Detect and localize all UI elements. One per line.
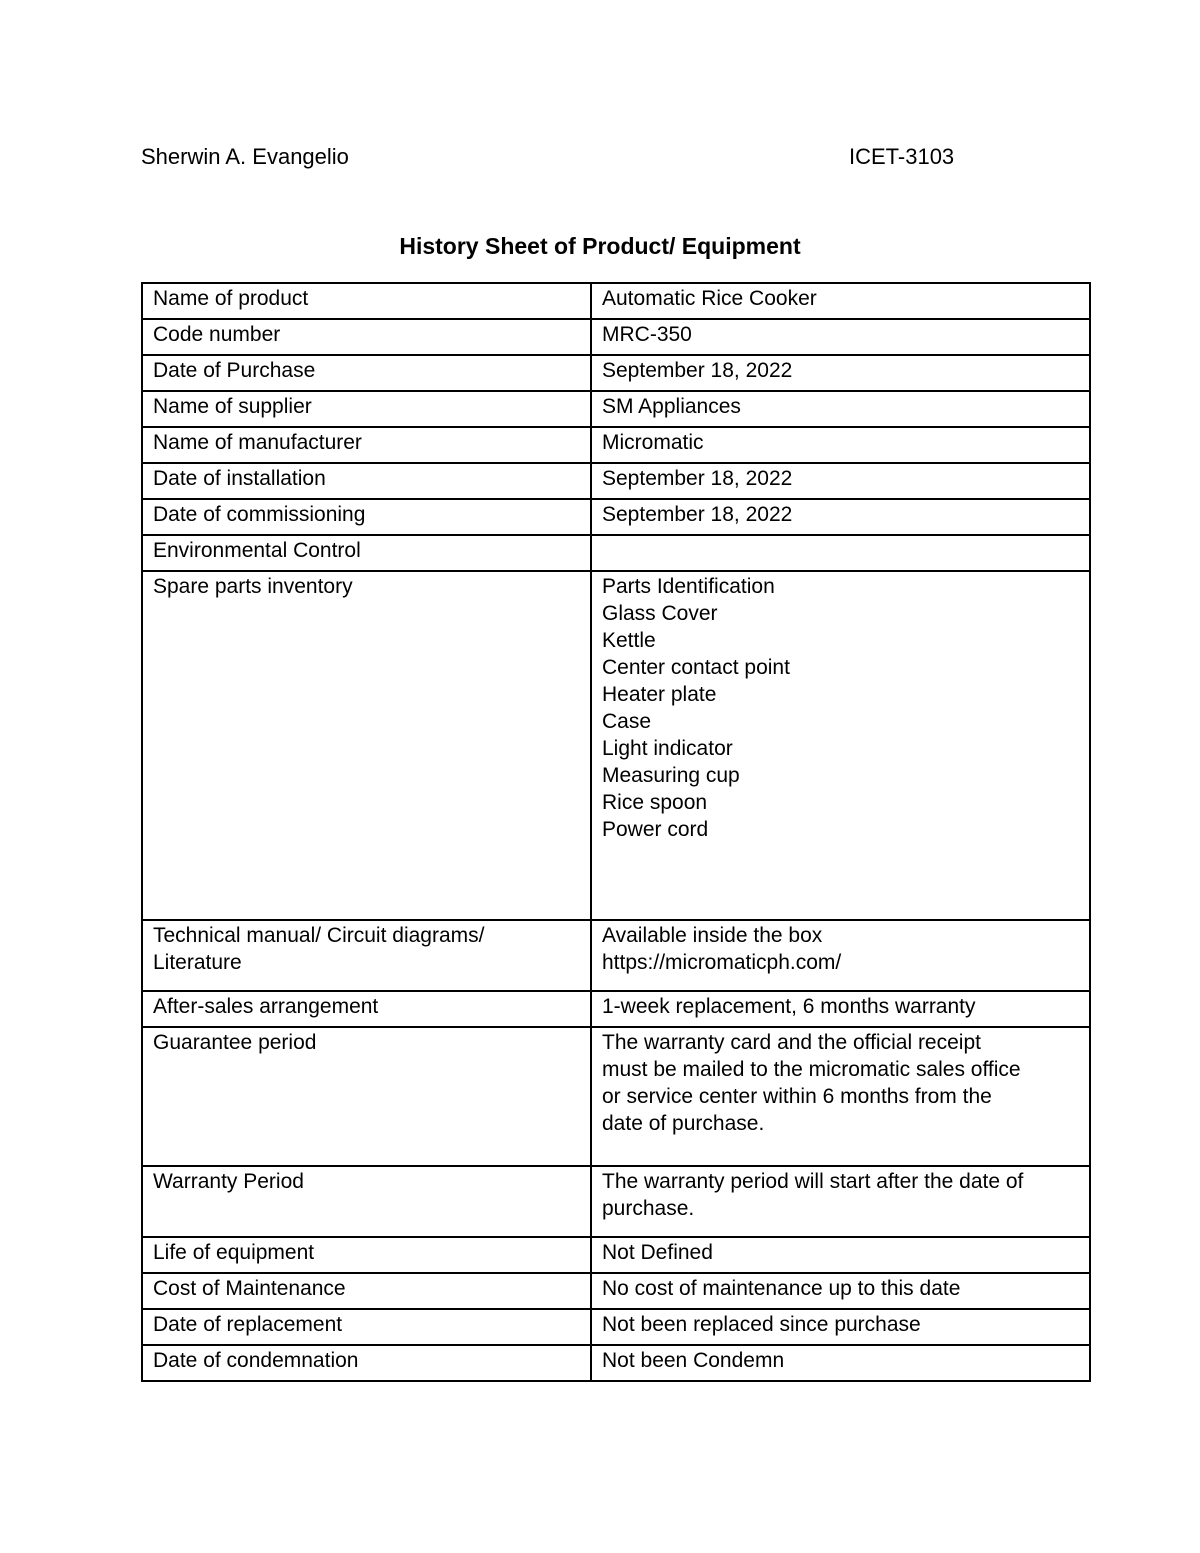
list-item: Glass Cover <box>602 602 718 625</box>
row-label: Life of equipment <box>142 1237 591 1273</box>
history-table <box>141 282 1091 1382</box>
row-label: Name of supplier <box>142 391 591 427</box>
row-label: Spare parts inventory <box>142 571 591 920</box>
table-row <box>142 499 1090 535</box>
table-row <box>142 1309 1090 1345</box>
list-item: Case <box>602 710 652 733</box>
row-label: After-sales arrangement <box>142 991 591 1027</box>
row-label: Guarantee period <box>142 1027 591 1166</box>
row-label: Warranty Period <box>142 1166 591 1237</box>
row-value: September 18, 2022 <box>591 463 1090 499</box>
value-line: Available inside the box <box>602 924 823 947</box>
row-label: Cost of Maintenance <box>142 1273 591 1309</box>
row-label: Date of Purchase <box>142 355 591 391</box>
row-value <box>591 920 1090 991</box>
row-value <box>591 535 1090 571</box>
row-label: Name of product <box>142 283 591 319</box>
row-label: Code number <box>142 319 591 355</box>
value-line: The warranty card and the official receipt <box>602 1031 981 1054</box>
table-row <box>142 991 1090 1027</box>
row-value <box>591 1027 1090 1166</box>
row-value: No cost of maintenance up to this date <box>591 1273 1090 1309</box>
course-section: ICET-3103 <box>849 144 955 169</box>
table-row <box>142 355 1090 391</box>
table-row <box>142 283 1090 319</box>
value-line: must be mailed to the micromatic sales office <box>602 1058 1021 1081</box>
table-row <box>142 427 1090 463</box>
page-title: History Sheet of Product/ Equipment <box>399 233 801 259</box>
row-label <box>142 920 591 991</box>
value-line: The warranty period will start after the date of <box>602 1170 1024 1193</box>
table-row <box>142 463 1090 499</box>
value-line: purchase. <box>602 1197 695 1220</box>
list-item: Power cord <box>602 818 709 841</box>
value-line: date of purchase. <box>602 1112 765 1135</box>
table-row <box>142 1345 1090 1381</box>
value-line: or service center within 6 months from the <box>602 1085 992 1108</box>
table-row <box>142 920 1090 991</box>
row-value: Not Defined <box>591 1237 1090 1273</box>
table-row <box>142 571 1090 920</box>
table-row <box>142 1166 1090 1237</box>
author-name: Sherwin A. Evangelio <box>141 144 349 169</box>
row-value: MRC-350 <box>591 319 1090 355</box>
row-label: Date of replacement <box>142 1309 591 1345</box>
list-item: Heater plate <box>602 683 717 706</box>
row-value: September 18, 2022 <box>591 355 1090 391</box>
list-item: Rice spoon <box>602 791 708 814</box>
table-row <box>142 1273 1090 1309</box>
row-value: SM Appliances <box>591 391 1090 427</box>
label-line: Technical manual/ Circuit diagrams/ <box>153 924 485 947</box>
table-row <box>142 1237 1090 1273</box>
list-item: Parts Identification <box>602 575 775 598</box>
row-label: Name of manufacturer <box>142 427 591 463</box>
table-row <box>142 535 1090 571</box>
list-item: Light indicator <box>602 737 733 760</box>
row-value: Automatic Rice Cooker <box>591 283 1090 319</box>
row-value: September 18, 2022 <box>591 499 1090 535</box>
row-label: Date of condemnation <box>142 1345 591 1381</box>
row-value: 1-week replacement, 6 months warranty <box>591 991 1090 1027</box>
spare-parts-list <box>591 571 1090 920</box>
row-value <box>591 1166 1090 1237</box>
manufacturer-url: https://micromaticph.com/ <box>602 951 842 974</box>
list-item: Kettle <box>602 629 656 652</box>
row-value: Not been replaced since purchase <box>591 1309 1090 1345</box>
row-value: Not been Condemn <box>591 1345 1090 1381</box>
list-item: Measuring cup <box>602 764 740 787</box>
table-row <box>142 1027 1090 1166</box>
row-label: Date of commissioning <box>142 499 591 535</box>
row-label: Environmental Control <box>142 535 591 571</box>
row-label: Date of installation <box>142 463 591 499</box>
table-row <box>142 391 1090 427</box>
label-line: Literature <box>153 951 242 974</box>
table-row <box>142 319 1090 355</box>
row-value: Micromatic <box>591 427 1090 463</box>
list-item: Center contact point <box>602 656 790 679</box>
